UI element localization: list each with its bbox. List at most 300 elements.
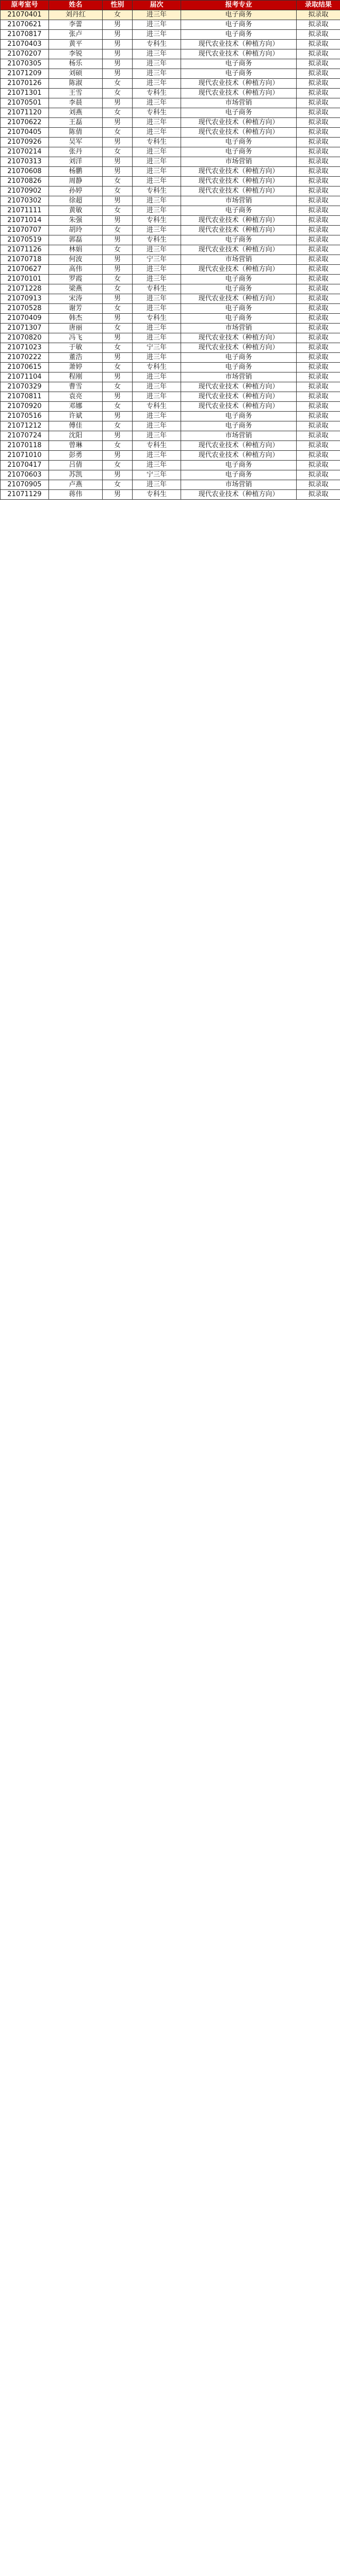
cell-result: 拟录取 — [297, 343, 340, 353]
cell-cohort: 进三年 — [133, 59, 181, 69]
cell-cohort: 专科生 — [133, 284, 181, 294]
cell-cohort: 进三年 — [133, 451, 181, 461]
cell-gender: 女 — [103, 226, 133, 235]
cell-cohort: 进三年 — [133, 412, 181, 421]
cell-result: 拟录取 — [297, 275, 340, 284]
cell-exam-room: 21070417 — [1, 461, 49, 470]
cell-name: 许斌 — [49, 412, 103, 421]
cell-result: 拟录取 — [297, 206, 340, 216]
cell-cohort: 进三年 — [133, 69, 181, 79]
cell-exam-room: 21071111 — [1, 206, 49, 216]
cell-major: 电子商务 — [181, 284, 297, 294]
cell-result: 拟录取 — [297, 431, 340, 441]
cell-cohort: 进三年 — [133, 245, 181, 255]
cell-cohort: 进三年 — [133, 10, 181, 20]
cell-result: 拟录取 — [297, 265, 340, 275]
cell-name: 沈阳 — [49, 431, 103, 441]
cell-major: 电子商务 — [181, 10, 297, 20]
table-row — [1, 196, 340, 206]
cell-gender: 男 — [103, 20, 133, 30]
table-row — [1, 451, 340, 461]
cell-result: 拟录取 — [297, 49, 340, 59]
cell-result: 拟录取 — [297, 392, 340, 402]
cell-cohort: 专科生 — [133, 402, 181, 412]
cell-gender: 女 — [103, 304, 133, 314]
cell-cohort: 进三年 — [133, 157, 181, 167]
cell-major: 现代农业技术（种植方向） — [181, 333, 297, 343]
cell-result: 拟录取 — [297, 138, 340, 147]
table-row — [1, 118, 340, 128]
table-row — [1, 431, 340, 441]
cell-exam-room: 21070811 — [1, 392, 49, 402]
cell-cohort: 专科生 — [133, 108, 181, 118]
cell-exam-room: 21070826 — [1, 177, 49, 187]
cell-exam-room: 21070401 — [1, 10, 49, 20]
cell-name: 刘燕 — [49, 108, 103, 118]
cell-name: 黄敏 — [49, 206, 103, 216]
cell-gender: 女 — [103, 480, 133, 490]
cell-cohort: 进三年 — [133, 206, 181, 216]
cell-cohort: 进三年 — [133, 167, 181, 177]
cell-gender: 男 — [103, 353, 133, 363]
cell-result: 拟录取 — [297, 324, 340, 333]
cell-gender: 女 — [103, 421, 133, 431]
cell-exam-room: 21070501 — [1, 98, 49, 108]
table-row — [1, 480, 340, 490]
cell-result: 拟录取 — [297, 128, 340, 138]
cell-exam-room: 21070222 — [1, 353, 49, 363]
cell-major: 现代农业技术（种植方向） — [181, 382, 297, 392]
cell-result: 拟录取 — [297, 412, 340, 421]
cell-major: 市场营销 — [181, 98, 297, 108]
cell-major: 现代农业技术（种植方向） — [181, 177, 297, 187]
cell-result: 拟录取 — [297, 480, 340, 490]
cell-gender: 男 — [103, 470, 133, 480]
cell-cohort: 专科生 — [133, 187, 181, 196]
cell-name: 张卢 — [49, 30, 103, 40]
table-row — [1, 333, 340, 343]
cell-name: 张丹 — [49, 147, 103, 157]
cell-exam-room: 21071209 — [1, 69, 49, 79]
cell-gender: 男 — [103, 451, 133, 461]
table-row — [1, 98, 340, 108]
table-row — [1, 187, 340, 196]
cell-name: 董浩 — [49, 353, 103, 363]
cell-cohort: 专科生 — [133, 89, 181, 98]
table-row — [1, 461, 340, 470]
cell-cohort: 进三年 — [133, 382, 181, 392]
cell-cohort: 进三年 — [133, 294, 181, 304]
cell-gender: 男 — [103, 40, 133, 49]
cell-result: 拟录取 — [297, 108, 340, 118]
cell-result: 拟录取 — [297, 314, 340, 324]
cell-name: 王雪 — [49, 89, 103, 98]
cell-gender: 男 — [103, 69, 133, 79]
cell-result: 拟录取 — [297, 304, 340, 314]
table-row — [1, 40, 340, 49]
cell-gender: 女 — [103, 108, 133, 118]
cell-name: 苏凯 — [49, 470, 103, 480]
header-major: 报考专业 — [181, 1, 297, 10]
cell-name: 胡玲 — [49, 226, 103, 235]
cell-result: 拟录取 — [297, 118, 340, 128]
cell-exam-room: 21070516 — [1, 412, 49, 421]
cell-name: 曹雪 — [49, 382, 103, 392]
cell-name: 萧婷 — [49, 363, 103, 372]
cell-major: 市场营销 — [181, 157, 297, 167]
cell-exam-room: 21071023 — [1, 343, 49, 353]
cell-major: 电子商务 — [181, 412, 297, 421]
cell-name: 袁亮 — [49, 392, 103, 402]
cell-cohort: 进三年 — [133, 79, 181, 89]
cell-name: 曾琳 — [49, 441, 103, 451]
cell-name: 蒋伟 — [49, 490, 103, 500]
table-row — [1, 314, 340, 324]
cell-major: 现代农业技术（种植方向） — [181, 265, 297, 275]
cell-exam-room: 21070621 — [1, 20, 49, 30]
table-row — [1, 353, 340, 363]
cell-gender: 男 — [103, 196, 133, 206]
cell-gender: 男 — [103, 30, 133, 40]
cell-cohort: 专科生 — [133, 363, 181, 372]
cell-result: 拟录取 — [297, 40, 340, 49]
cell-exam-room: 21071014 — [1, 216, 49, 226]
table-row — [1, 216, 340, 226]
cell-name: 唐丽 — [49, 324, 103, 333]
cell-exam-room: 21070905 — [1, 480, 49, 490]
cell-gender: 男 — [103, 412, 133, 421]
cell-cohort: 进三年 — [133, 98, 181, 108]
cell-name: 于敏 — [49, 343, 103, 353]
table-row — [1, 69, 340, 79]
cell-major: 电子商务 — [181, 421, 297, 431]
table-row — [1, 490, 340, 500]
cell-gender: 男 — [103, 333, 133, 343]
cell-result: 拟录取 — [297, 451, 340, 461]
admission-list-table — [0, 0, 340, 500]
cell-gender: 女 — [103, 147, 133, 157]
cell-gender: 女 — [103, 89, 133, 98]
cell-cohort: 进三年 — [133, 128, 181, 138]
cell-exam-room: 21070724 — [1, 431, 49, 441]
cell-exam-room: 21070817 — [1, 30, 49, 40]
cell-exam-room: 21070627 — [1, 265, 49, 275]
cell-exam-room: 21070913 — [1, 294, 49, 304]
cell-gender: 男 — [103, 294, 133, 304]
cell-gender: 男 — [103, 59, 133, 69]
cell-gender: 男 — [103, 490, 133, 500]
header-name: 姓名 — [49, 1, 103, 10]
cell-result: 拟录取 — [297, 353, 340, 363]
table-row — [1, 402, 340, 412]
cell-name: 孙婷 — [49, 187, 103, 196]
table-row — [1, 324, 340, 333]
cell-gender: 女 — [103, 441, 133, 451]
cell-gender: 男 — [103, 235, 133, 245]
cell-major: 电子商务 — [181, 304, 297, 314]
cell-result: 拟录取 — [297, 157, 340, 167]
cell-gender: 女 — [103, 79, 133, 89]
cell-exam-room: 21071212 — [1, 421, 49, 431]
cell-name: 李锐 — [49, 49, 103, 59]
cell-exam-room: 21070305 — [1, 59, 49, 69]
cell-gender: 男 — [103, 265, 133, 275]
cell-name: 林娟 — [49, 245, 103, 255]
cell-gender: 女 — [103, 363, 133, 372]
cell-major: 电子商务 — [181, 108, 297, 118]
cell-gender: 男 — [103, 157, 133, 167]
cell-name: 刘丹红 — [49, 10, 103, 20]
cell-cohort: 进三年 — [133, 265, 181, 275]
table-row — [1, 441, 340, 451]
cell-exam-room: 21070409 — [1, 314, 49, 324]
table-row — [1, 304, 340, 314]
table-row — [1, 128, 340, 138]
cell-name: 高伟 — [49, 265, 103, 275]
cell-result: 拟录取 — [297, 30, 340, 40]
cell-major: 电子商务 — [181, 69, 297, 79]
cell-name: 杨鹏 — [49, 167, 103, 177]
cell-cohort: 进三年 — [133, 333, 181, 343]
cell-cohort: 进三年 — [133, 304, 181, 314]
cell-exam-room: 21070528 — [1, 304, 49, 314]
cell-result: 拟录取 — [297, 284, 340, 294]
table-row — [1, 265, 340, 275]
cell-gender: 女 — [103, 10, 133, 20]
cell-result: 拟录取 — [297, 226, 340, 235]
cell-gender: 男 — [103, 49, 133, 59]
cell-cohort: 进三年 — [133, 461, 181, 470]
cell-name: 何波 — [49, 255, 103, 265]
cell-gender: 男 — [103, 431, 133, 441]
spreadsheet — [0, 0, 340, 500]
cell-cohort: 进三年 — [133, 392, 181, 402]
cell-major: 电子商务 — [181, 30, 297, 40]
table-row — [1, 392, 340, 402]
cell-exam-room: 21070718 — [1, 255, 49, 265]
cell-result: 拟录取 — [297, 255, 340, 265]
header-cohort: 届次 — [133, 1, 181, 10]
cell-exam-room: 21070403 — [1, 40, 49, 49]
cell-exam-room: 21070902 — [1, 187, 49, 196]
cell-name: 冯飞 — [49, 333, 103, 343]
cell-cohort: 进三年 — [133, 147, 181, 157]
cell-result: 拟录取 — [297, 69, 340, 79]
table-row — [1, 10, 340, 20]
cell-gender: 女 — [103, 187, 133, 196]
table-row — [1, 470, 340, 480]
cell-name: 朱强 — [49, 216, 103, 226]
cell-major: 电子商务 — [181, 461, 297, 470]
cell-exam-room: 21070405 — [1, 128, 49, 138]
table-row — [1, 147, 340, 157]
cell-cohort: 专科生 — [133, 441, 181, 451]
cell-gender: 女 — [103, 206, 133, 216]
cell-cohort: 专科生 — [133, 216, 181, 226]
table-row — [1, 206, 340, 216]
cell-result: 拟录取 — [297, 147, 340, 157]
cell-gender: 男 — [103, 118, 133, 128]
cell-name: 徐超 — [49, 196, 103, 206]
table-row — [1, 363, 340, 372]
header-exam-room: 原考室号 — [1, 1, 49, 10]
cell-cohort: 进三年 — [133, 226, 181, 235]
cell-cohort: 专科生 — [133, 138, 181, 147]
cell-name: 王磊 — [49, 118, 103, 128]
cell-cohort: 进三年 — [133, 372, 181, 382]
table-row — [1, 245, 340, 255]
cell-gender: 女 — [103, 177, 133, 187]
cell-major: 现代农业技术（种植方向） — [181, 49, 297, 59]
cell-exam-room: 21070920 — [1, 402, 49, 412]
cell-name: 卢燕 — [49, 480, 103, 490]
cell-exam-room: 21070214 — [1, 147, 49, 157]
cell-major: 电子商务 — [181, 363, 297, 372]
cell-name: 谢芳 — [49, 304, 103, 314]
cell-gender: 男 — [103, 392, 133, 402]
cell-gender: 女 — [103, 324, 133, 333]
table-row — [1, 255, 340, 265]
cell-major: 现代农业技术（种植方向） — [181, 490, 297, 500]
table-row — [1, 382, 340, 392]
cell-gender: 男 — [103, 372, 133, 382]
cell-major: 现代农业技术（种植方向） — [181, 343, 297, 353]
cell-major: 电子商务 — [181, 235, 297, 245]
cell-result: 拟录取 — [297, 382, 340, 392]
cell-result: 拟录取 — [297, 441, 340, 451]
cell-major: 电子商务 — [181, 147, 297, 157]
cell-major: 现代农业技术（种植方向） — [181, 294, 297, 304]
cell-exam-room: 21070820 — [1, 333, 49, 343]
cell-exam-room: 21070207 — [1, 49, 49, 59]
cell-gender: 男 — [103, 314, 133, 324]
cell-name: 杨乐 — [49, 59, 103, 69]
table-row — [1, 79, 340, 89]
cell-name: 刘硕 — [49, 69, 103, 79]
cell-major: 市场营销 — [181, 480, 297, 490]
cell-result: 拟录取 — [297, 461, 340, 470]
cell-major: 现代农业技术（种植方向） — [181, 402, 297, 412]
cell-exam-room: 21071120 — [1, 108, 49, 118]
table-row — [1, 59, 340, 69]
cell-exam-room: 21070603 — [1, 470, 49, 480]
cell-exam-room: 21070615 — [1, 363, 49, 372]
cell-result: 拟录取 — [297, 216, 340, 226]
cell-gender: 女 — [103, 245, 133, 255]
table-body — [1, 10, 340, 500]
cell-major: 现代农业技术（种植方向） — [181, 89, 297, 98]
header-row — [1, 1, 340, 10]
cell-major: 市场营销 — [181, 324, 297, 333]
header-result: 录取结果 — [297, 1, 340, 10]
cell-exam-room: 21071126 — [1, 245, 49, 255]
cell-exam-room: 21071301 — [1, 89, 49, 98]
cell-result: 拟录取 — [297, 177, 340, 187]
cell-cohort: 宁三年 — [133, 343, 181, 353]
table-row — [1, 235, 340, 245]
cell-cohort: 进三年 — [133, 20, 181, 30]
cell-name: 黄平 — [49, 40, 103, 49]
cell-cohort: 专科生 — [133, 40, 181, 49]
cell-gender: 女 — [103, 284, 133, 294]
table-row — [1, 275, 340, 284]
cell-cohort: 进三年 — [133, 275, 181, 284]
cell-major: 现代农业技术（种植方向） — [181, 245, 297, 255]
cell-exam-room: 21071307 — [1, 324, 49, 333]
cell-major: 市场营销 — [181, 372, 297, 382]
cell-result: 拟录取 — [297, 402, 340, 412]
cell-name: 李蕾 — [49, 20, 103, 30]
cell-major: 市场营销 — [181, 196, 297, 206]
cell-result: 拟录取 — [297, 196, 340, 206]
cell-result: 拟录取 — [297, 79, 340, 89]
cell-result: 拟录取 — [297, 20, 340, 30]
cell-name: 吴军 — [49, 138, 103, 147]
table-row — [1, 421, 340, 431]
cell-major: 现代农业技术（种植方向） — [181, 451, 297, 461]
cell-result: 拟录取 — [297, 421, 340, 431]
cell-name: 罗霞 — [49, 275, 103, 284]
table-row — [1, 49, 340, 59]
table-row — [1, 284, 340, 294]
cell-exam-room: 21070329 — [1, 382, 49, 392]
cell-major: 现代农业技术（种植方向） — [181, 392, 297, 402]
cell-name: 宋涛 — [49, 294, 103, 304]
table-row — [1, 138, 340, 147]
cell-result: 拟录取 — [297, 10, 340, 20]
cell-result: 拟录取 — [297, 294, 340, 304]
cell-major: 市场营销 — [181, 255, 297, 265]
cell-gender: 女 — [103, 343, 133, 353]
cell-result: 拟录取 — [297, 167, 340, 177]
table-row — [1, 372, 340, 382]
table-row — [1, 167, 340, 177]
table-row — [1, 108, 340, 118]
cell-cohort: 进三年 — [133, 49, 181, 59]
cell-exam-room: 21070118 — [1, 441, 49, 451]
table-row — [1, 177, 340, 187]
table-row — [1, 157, 340, 167]
cell-cohort: 进三年 — [133, 421, 181, 431]
table-row — [1, 294, 340, 304]
cell-gender: 女 — [103, 275, 133, 284]
cell-major: 电子商务 — [181, 206, 297, 216]
cell-cohort: 进三年 — [133, 353, 181, 363]
cell-exam-room: 21071010 — [1, 451, 49, 461]
cell-name: 周静 — [49, 177, 103, 187]
cell-name: 梁燕 — [49, 284, 103, 294]
cell-name: 韩杰 — [49, 314, 103, 324]
cell-result: 拟录取 — [297, 187, 340, 196]
cell-gender: 女 — [103, 128, 133, 138]
cell-result: 拟录取 — [297, 59, 340, 69]
table-row — [1, 30, 340, 40]
header-gender: 性别 — [103, 1, 133, 10]
cell-exam-room: 21070126 — [1, 79, 49, 89]
cell-exam-room: 21070622 — [1, 118, 49, 128]
cell-name: 刘洋 — [49, 157, 103, 167]
cell-name: 陈淑 — [49, 79, 103, 89]
cell-major: 市场营销 — [181, 431, 297, 441]
cell-exam-room: 21070101 — [1, 275, 49, 284]
cell-cohort: 进三年 — [133, 480, 181, 490]
cell-result: 拟录取 — [297, 235, 340, 245]
cell-major: 电子商务 — [181, 314, 297, 324]
cell-major: 现代农业技术（种植方向） — [181, 187, 297, 196]
cell-major: 现代农业技术（种植方向） — [181, 79, 297, 89]
cell-gender: 男 — [103, 216, 133, 226]
cell-result: 拟录取 — [297, 89, 340, 98]
